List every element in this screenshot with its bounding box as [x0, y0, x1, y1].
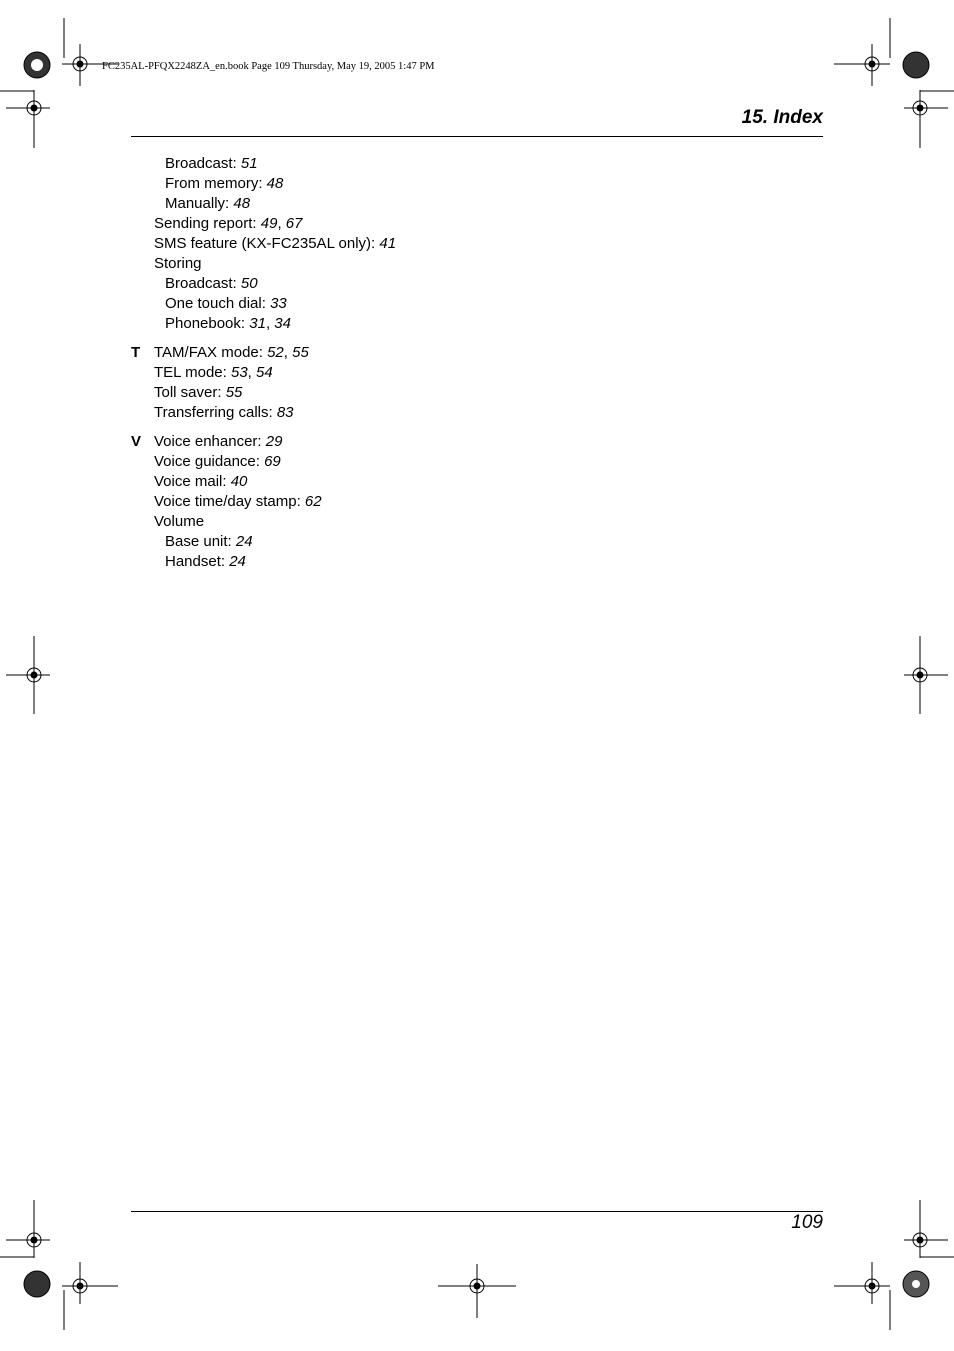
index-term: Volume	[154, 513, 205, 530]
index-entry	[131, 154, 396, 174]
index-term: Sending report:	[154, 215, 261, 232]
page-ref: 48	[266, 175, 284, 192]
page-ref: 41	[379, 235, 397, 252]
index-entry	[131, 532, 396, 552]
index-entry	[131, 174, 396, 194]
page-ref: 33	[270, 295, 287, 312]
index-entry	[131, 492, 396, 512]
page-ref: 67	[285, 215, 303, 232]
index-term: Manually:	[165, 195, 234, 212]
index-entry	[131, 512, 396, 532]
crop-mark-mid-right	[894, 634, 954, 716]
index-entry	[131, 552, 396, 572]
page-ref: 48	[233, 195, 251, 212]
crop-mark-top-left	[0, 0, 130, 150]
index-group	[131, 343, 396, 423]
page-ref: 62	[304, 493, 322, 510]
index-entry	[131, 403, 396, 423]
index-term: From memory:	[165, 175, 267, 192]
print-slug: FC235AL-PFQX2248ZA_en.book Page 109 Thursday, May 19, 2005 1:47 PM	[102, 61, 435, 72]
index-entry	[131, 452, 396, 472]
index-entry	[131, 294, 396, 314]
footer-rule	[131, 1211, 823, 1212]
index-entry	[131, 274, 396, 294]
registration-target-icon	[24, 1271, 50, 1297]
page-ref: 40	[230, 473, 248, 490]
index-term: TAM/FAX mode:	[154, 344, 268, 361]
registration-target-icon	[903, 52, 929, 78]
index-letter: T	[131, 344, 141, 361]
page-ref: 51	[240, 155, 258, 172]
index-term: Broadcast:	[165, 275, 241, 292]
index-term: SMS feature (KX-FC235AL only):	[154, 235, 380, 252]
index-term: Toll saver:	[154, 384, 226, 401]
page-ref: 53	[230, 364, 248, 381]
page-ref: 24	[229, 553, 246, 570]
index-entry	[131, 194, 396, 214]
index-entry	[131, 383, 396, 403]
index-entry: TAM/FAX mode: 52, 55	[154, 344, 309, 361]
index-entry	[131, 254, 396, 274]
registration-target-icon	[903, 1271, 929, 1297]
section-title: 15. Index	[741, 107, 823, 128]
page-number: 109	[791, 1212, 823, 1233]
crop-mark-bottom-center	[436, 1262, 518, 1322]
index-entry: Phonebook: 31, 34	[165, 315, 291, 332]
index-term: Voice mail:	[154, 473, 231, 490]
index-group	[131, 154, 396, 334]
index-letter: V	[131, 433, 142, 450]
index-term: Storing	[154, 255, 202, 272]
crop-mark-top-right	[824, 0, 954, 150]
crop-mark-mid-left	[0, 634, 60, 716]
index-term: TEL mode:	[154, 364, 231, 381]
index-term: Voice enhancer:	[154, 433, 266, 450]
page-ref: 83	[276, 404, 294, 421]
index-entry	[131, 472, 396, 492]
index-term: Transferring calls:	[154, 404, 277, 421]
index-term: Phonebook:	[165, 315, 250, 332]
index-entry: TEL mode: 53, 54	[154, 364, 273, 381]
page-ref: 31	[249, 315, 266, 332]
index-entry	[131, 234, 396, 254]
index-term: Voice guidance:	[154, 453, 265, 470]
page-ref: 50	[240, 275, 258, 292]
index-term: Handset:	[165, 553, 230, 570]
page-ref: 55	[225, 384, 243, 401]
index-entry	[131, 432, 396, 452]
header-rule	[131, 136, 823, 137]
page-ref: 54	[256, 364, 273, 381]
page-ref: 69	[264, 453, 281, 470]
index-term: Base unit:	[165, 533, 236, 550]
page-ref: 24	[235, 533, 253, 550]
page-ref: 52	[267, 344, 284, 361]
page-ref: 49	[260, 215, 278, 232]
index-term: One touch dial:	[165, 295, 271, 312]
index-entry: Sending report: 49, 67	[154, 215, 303, 232]
page-ref: 29	[265, 433, 283, 450]
index-list	[131, 154, 396, 572]
crop-mark-bottom-left	[0, 1198, 130, 1348]
registration-target-icon	[24, 52, 50, 78]
index-group	[131, 432, 396, 572]
index-term: Broadcast:	[165, 155, 241, 172]
page-ref: 55	[292, 344, 309, 361]
crop-mark-bottom-right	[824, 1198, 954, 1348]
page-ref: 34	[274, 315, 291, 332]
index-term: Voice time/day stamp:	[154, 493, 305, 510]
